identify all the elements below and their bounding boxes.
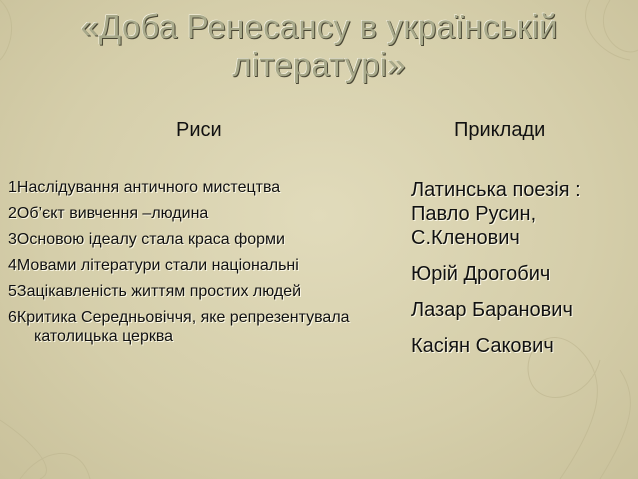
feature-number: 4 [8,257,17,274]
slide-title [40,8,598,84]
feature-item [8,178,386,197]
feature-item [8,230,386,249]
examples-list [411,178,635,370]
feature-item [8,282,386,301]
example-item: Юрій Дрогобич [411,263,551,285]
feature-number: 2 [8,205,17,222]
feature-number: 1 [8,179,17,196]
feature-number: 3 [8,231,17,248]
feature-text: Об’єкт вивчення –людина [16,205,209,222]
feature-text: Наслідування античного мистецтва [16,179,281,196]
title-line-2: літературі» [232,46,406,83]
examples-column-header: Приклади [454,119,546,141]
feature-number: 6 [8,309,17,326]
feature-text: Зацікавленість життям простих людей [16,283,302,300]
example-item: Касіян Сакович [411,335,554,357]
feature-item [8,256,386,275]
feature-text: Основою ідеалу стала краса форми [16,231,285,248]
features-column-header: Риси [176,119,222,141]
feature-number: 5 [8,283,17,300]
example-item: Лазар Баранович [411,299,573,321]
feature-item [8,308,386,346]
feature-text: Критика Середньовіччя, яке репрезентувала католицька церква [16,309,350,345]
example-item: Латинська поезія : Павло Русин, С.Кленович [411,179,581,249]
feature-item [8,204,386,223]
feature-text: Мовами літератури стали національні [16,257,299,274]
title-line-1: «Доба Ренесансу в українській [80,8,558,45]
features-list [8,178,386,353]
